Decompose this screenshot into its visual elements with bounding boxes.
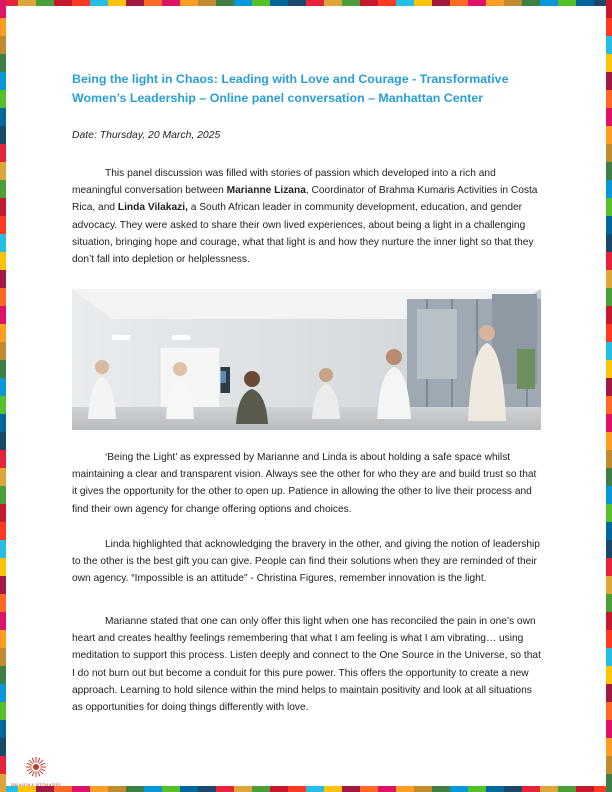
border-segment [576, 786, 594, 792]
border-segment [0, 486, 6, 504]
border-segment [0, 252, 6, 270]
border-segment [606, 72, 612, 90]
border-segment [342, 0, 360, 6]
border-segment [252, 0, 270, 6]
speaker-name-linda: Linda Vilakazi, [117, 202, 188, 214]
border-segment [450, 786, 468, 792]
border-segment [126, 0, 144, 6]
border-segment [606, 594, 612, 612]
border-segment [0, 198, 6, 216]
border-segment [468, 786, 486, 792]
border-segment [606, 648, 612, 666]
border-segment [606, 162, 612, 180]
border-segment [0, 450, 6, 468]
border-segment [360, 0, 378, 6]
border-segment [0, 108, 6, 126]
border-segment [606, 18, 612, 36]
border-segment [0, 0, 6, 18]
border-segment [0, 360, 6, 378]
border-segment [414, 786, 432, 792]
border-segment [0, 540, 6, 558]
border-segment [606, 396, 612, 414]
border-segment [396, 0, 414, 6]
border-segment [288, 786, 306, 792]
border-segment [558, 786, 576, 792]
border-segment [606, 756, 612, 774]
border-segment [378, 786, 396, 792]
border-segment [414, 0, 432, 6]
border-segment [144, 0, 162, 6]
speaker-name-marianne: Marianne Lizana [226, 185, 306, 197]
border-segment [0, 504, 6, 522]
border-segment [0, 396, 6, 414]
border-segment [0, 576, 6, 594]
border-segment [18, 786, 36, 792]
border-segment [54, 786, 72, 792]
border-segment [90, 786, 108, 792]
border-segment [162, 786, 180, 792]
border-segment [0, 432, 6, 450]
border-segment [606, 252, 612, 270]
border-segment [216, 0, 234, 6]
border-segment [360, 786, 378, 792]
border-segment [0, 72, 6, 90]
border-segment [606, 108, 612, 126]
border-segment [0, 738, 6, 756]
border-segment [606, 306, 612, 324]
border-segment [540, 0, 558, 6]
border-segment [0, 288, 6, 306]
panel-photo-illustration [72, 289, 541, 430]
border-segment [606, 450, 612, 468]
border-segment [606, 486, 612, 504]
border-segment [606, 378, 612, 396]
border-segment [606, 90, 612, 108]
border-segment [0, 684, 6, 702]
border-segment [324, 786, 342, 792]
border-segment [0, 522, 6, 540]
border-segment [396, 786, 414, 792]
border-segment [606, 702, 612, 720]
border-segment [198, 786, 216, 792]
border-segment [540, 786, 558, 792]
border-segment [36, 786, 54, 792]
border-segment [606, 720, 612, 738]
border-segment [0, 342, 6, 360]
sun-burst-icon [25, 756, 47, 778]
border-segment [558, 0, 576, 6]
border-segment [0, 216, 6, 234]
border-segment [306, 0, 324, 6]
border-segment [432, 786, 450, 792]
border-segment [606, 180, 612, 198]
border-segment [0, 18, 6, 36]
border-segment [72, 786, 90, 792]
border-segment [504, 0, 522, 6]
border-segment [606, 288, 612, 306]
border-segment [126, 786, 144, 792]
intro-text-b: , Coordinator of Brahma Kumaris Activities in Costa Rica, and [72, 185, 538, 214]
border-segment [72, 0, 90, 6]
border-segment [450, 0, 468, 6]
border-segment [606, 576, 612, 594]
border-segment [522, 0, 540, 6]
border-segment [606, 468, 612, 486]
border-segment [606, 216, 612, 234]
border-segment [606, 540, 612, 558]
border-segment [0, 468, 6, 486]
border-segment [0, 270, 6, 288]
border-left [0, 0, 6, 792]
border-segment [0, 144, 6, 162]
border-segment [606, 234, 612, 252]
border-segment [324, 0, 342, 6]
border-segment [270, 0, 288, 6]
border-segment [198, 0, 216, 6]
border-segment [606, 54, 612, 72]
border-segment [486, 786, 504, 792]
border-segment [234, 786, 252, 792]
border-segment [0, 54, 6, 72]
border-segment [606, 144, 612, 162]
border-segment [306, 786, 324, 792]
border-segment [522, 786, 540, 792]
border-segment [606, 414, 612, 432]
border-segment [0, 162, 6, 180]
border-segment [0, 756, 6, 774]
border-segment [0, 36, 6, 54]
border-segment [606, 198, 612, 216]
border-segment [270, 786, 288, 792]
border-segment [606, 738, 612, 756]
intro-text-a: This panel discussion was filled with stories of passion which developed into a rich and meaningful conversation between [72, 168, 496, 197]
document-title: Being the light in Chaos: Leading with Love and Courage - Transformative Women’s Leadership – Online panel conversation – Manhattan Center [72, 72, 509, 105]
border-segment [0, 648, 6, 666]
border-top [0, 0, 612, 6]
border-segment [252, 786, 270, 792]
border-right [606, 0, 612, 792]
border-segment [606, 0, 612, 18]
border-segment [90, 0, 108, 6]
border-bottom [0, 786, 612, 792]
border-segment [606, 558, 612, 576]
border-segment [606, 270, 612, 288]
border-segment [606, 342, 612, 360]
border-segment [0, 594, 6, 612]
paragraph-intro [72, 165, 544, 268]
border-segment [606, 126, 612, 144]
border-segment [0, 414, 6, 432]
border-segment [0, 90, 6, 108]
border-segment [0, 234, 6, 252]
border-segment [54, 0, 72, 6]
border-segment [18, 0, 36, 6]
border-segment [504, 786, 522, 792]
border-segment [342, 786, 360, 792]
border-segment [606, 504, 612, 522]
border-segment [378, 0, 396, 6]
border-segment [606, 666, 612, 684]
border-segment [576, 0, 594, 6]
border-segment [108, 786, 126, 792]
border-segment [606, 432, 612, 450]
border-segment [606, 360, 612, 378]
border-segment [144, 786, 162, 792]
intro-text-c: a South African leader in community development, education, and gender advocacy. They were asked to share their own lived experiences, about being a light in a challenging situation, bringing hope and courage, what that light is and how they nurture the inner light so that they don’t fall into depletion or helplessness. [72, 202, 534, 266]
border-segment [0, 306, 6, 324]
border-segment [288, 0, 306, 6]
border-segment [606, 684, 612, 702]
border-segment [606, 630, 612, 648]
border-segment [0, 378, 6, 396]
paragraph-being-the-light: ‘Being the Light’ as expressed by Marianne and Linda is about holding a safe space whilst maintaining a clear and transparent vision. Always see the other for who they are and build trust so that it gives the opportunity for the other to open up. Patience in allowing the other to live their process and find their own agency for change offering options and choices. [72, 452, 537, 515]
border-segment [0, 180, 6, 198]
border-segment [486, 0, 504, 6]
document-date: Date: Thursday, 20 March, 2025 [72, 130, 221, 141]
paragraph-marianne: Marianne stated that one can only offer this light when one has reconciled the pain in one’s own heart and creates healthy feelings remembering that what I am feeling is what I am vibrating… using meditation to support this process. Listen deeply and connect to the One Source in the Universe, so that I do not burn out but become a conduit for this pure power. This offers the opportunity to create a new approach. Learning to hold silence within the mind helps to maintain positivity and look at all situations as opportunities for doing things differently with love. [72, 616, 541, 714]
border-segment [606, 36, 612, 54]
border-segment [606, 612, 612, 630]
border-segment [0, 630, 6, 648]
border-segment [0, 612, 6, 630]
border-segment [0, 720, 6, 738]
border-segment [0, 324, 6, 342]
panel-photo [72, 289, 541, 430]
border-segment [0, 774, 6, 792]
border-segment [0, 702, 6, 720]
paragraph-linda: Linda highlighted that acknowledging the bravery in the other, and giving the notion of leadership to the other is the best gift you can give. People can find their solutions when they are reminded of their own agency. “Impossible is an attitude" - Christina Figures, remember innovation is the light. [72, 539, 540, 585]
border-segment [606, 522, 612, 540]
brahma-kumaris-logo [10, 756, 62, 788]
border-segment [0, 666, 6, 684]
border-segment [108, 0, 126, 6]
border-segment [0, 126, 6, 144]
border-segment [162, 0, 180, 6]
border-segment [234, 0, 252, 6]
border-segment [432, 0, 450, 6]
border-segment [36, 0, 54, 6]
border-segment [468, 0, 486, 6]
border-segment [606, 324, 612, 342]
border-segment [0, 558, 6, 576]
border-segment [180, 0, 198, 6]
border-segment [216, 786, 234, 792]
border-segment [606, 774, 612, 792]
border-segment [180, 786, 198, 792]
